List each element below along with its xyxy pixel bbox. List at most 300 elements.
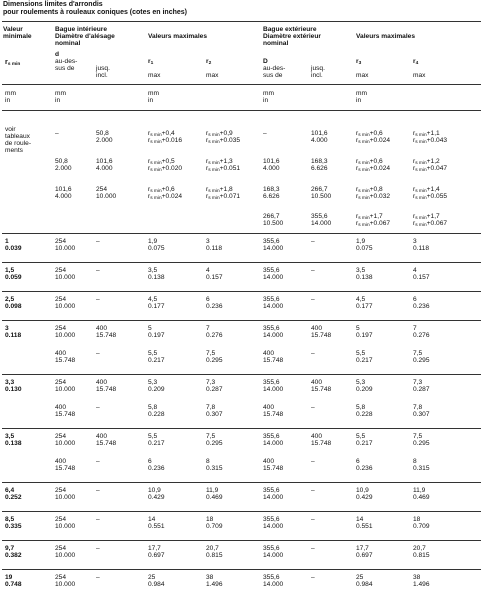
special-cell-d_to-in: 10.000 xyxy=(96,193,117,201)
cell-r2: 7,3 xyxy=(206,379,216,386)
cell-d_from: 254 xyxy=(55,325,67,332)
symbol-r1: $r_1$ xyxy=(148,58,154,66)
cell-D_to: – xyxy=(311,238,315,245)
cell-r4-in: 0.315 xyxy=(413,465,430,473)
rsmin-mm: 6,4 xyxy=(5,487,15,494)
group-rule xyxy=(2,511,481,512)
cell-r3-in: 0.075 xyxy=(356,245,373,253)
cell-r2-in: 1.496 xyxy=(206,581,223,589)
cell-r3: 4,5 xyxy=(356,296,366,303)
cell-D_to-in: 15.748 xyxy=(311,440,332,448)
cell-r4: 18 xyxy=(413,516,421,523)
special-cell-D_to-in: 10.500 xyxy=(311,193,332,201)
cell-r2-in: 0.295 xyxy=(206,357,223,365)
group-rule xyxy=(2,262,481,263)
cell-d_to: – xyxy=(96,350,100,357)
cell-r2-in: 0.287 xyxy=(206,386,223,394)
special-cell-d_to: 254 xyxy=(96,186,108,193)
special-cell-D_to: 355,6 xyxy=(311,213,328,220)
cell-r3-in: 0.197 xyxy=(356,332,373,340)
special-cell-d_from: 101,6 xyxy=(55,186,72,193)
cell-r1: 6 xyxy=(148,458,152,465)
special-formula-r4-mm: $r_{s min}+1,7$ xyxy=(413,213,440,221)
special-formula-r1-mm: $r_{s min}+0,6$ xyxy=(148,186,175,194)
cell-d_from-in: 15.748 xyxy=(55,357,76,365)
cell-r2: 8 xyxy=(206,458,210,465)
cell-d_from: 254 xyxy=(55,296,67,303)
label-max-r2: max xyxy=(206,72,219,79)
special-formula-r4-in: $r_{s min}+0.043$ xyxy=(413,137,448,146)
label-au-dessus-2: au-des- xyxy=(263,65,286,72)
special-formula-r2-in: $r_{s min}+0.071$ xyxy=(206,193,241,202)
cell-r3-in: 0.429 xyxy=(356,494,373,502)
rsmin-mm: 2,5 xyxy=(5,296,15,303)
cell-r2: 6 xyxy=(206,296,210,303)
cell-r4-in: 0.307 xyxy=(413,411,430,419)
special-formula-r4-mm: $r_{s min}+1,1$ xyxy=(413,130,440,138)
special-formula-r4-mm: $r_{s min}+1,4$ xyxy=(413,186,440,194)
label-max-r4: max xyxy=(413,72,426,79)
cell-r1-in: 0.138 xyxy=(148,274,165,282)
cell-D_from-in: 14.000 xyxy=(263,581,284,589)
cell-d_from: 400 xyxy=(55,350,67,357)
special-cell-d_from-in: 4.000 xyxy=(55,193,72,201)
special-cell-D_from-in: 6.626 xyxy=(263,193,280,201)
special-cell-d_to-in: 2.000 xyxy=(96,137,113,145)
cell-d_to: – xyxy=(96,238,100,245)
special-cell-d_from-in: 2.000 xyxy=(55,165,72,173)
special-formula-r2-mm: $r_{s min}+1,8$ xyxy=(206,186,233,194)
cell-r4-in: 0.236 xyxy=(413,303,430,311)
cell-r2-in: 0.315 xyxy=(206,465,223,473)
voir-line-1: voir xyxy=(5,126,16,133)
label-jusq-1: jusq. xyxy=(96,65,110,72)
symbol-r4: $r_4$ xyxy=(413,58,419,66)
unit-mm: mm xyxy=(356,90,367,97)
cell-d_from: 400 xyxy=(55,458,67,465)
header-bague-exterieure: Bague extérieure xyxy=(263,26,317,33)
cell-d_to-in: 15.748 xyxy=(96,386,117,394)
cell-r3: 3,5 xyxy=(356,267,366,274)
special-cell-D_from: – xyxy=(263,130,267,137)
cell-r4: 20,7 xyxy=(413,545,426,552)
cell-r2: 11,9 xyxy=(206,487,219,494)
header-valeur: Valeur xyxy=(3,26,23,33)
cell-r3-in: 0.138 xyxy=(356,274,373,282)
cell-r3: 5,5 xyxy=(356,433,366,440)
special-formula-r2-mm: $r_{s min}+1,3$ xyxy=(206,158,233,166)
special-cell-d_to: 101,6 xyxy=(96,158,113,165)
cell-r2-in: 0.307 xyxy=(206,411,223,419)
cell-d_from-in: 10.000 xyxy=(55,523,76,531)
label-au-dessus-1: au-des- xyxy=(55,58,78,65)
group-rule xyxy=(2,320,481,321)
cell-d_from-in: 10.000 xyxy=(55,581,76,589)
cell-r2-in: 0.157 xyxy=(206,274,223,282)
cell-D_to: 400 xyxy=(311,379,323,386)
cell-d_to: – xyxy=(96,404,100,411)
special-formula-r3-in: $r_{s min}+0.067$ xyxy=(356,220,391,229)
rsmin-in: 0.138 xyxy=(5,440,22,448)
cell-r2-in: 0.469 xyxy=(206,494,223,502)
cell-d_to-in: 15.748 xyxy=(96,440,117,448)
rsmin-in: 0.252 xyxy=(5,494,22,502)
cell-r2: 3 xyxy=(206,238,210,245)
cell-D_to-in: 15.748 xyxy=(311,332,332,340)
rsmin-in: 0.039 xyxy=(5,245,22,253)
cell-r1: 14 xyxy=(148,516,156,523)
cell-r2-in: 0.815 xyxy=(206,552,223,560)
unit-in: in xyxy=(148,97,154,104)
cell-D_to: – xyxy=(311,574,315,581)
cell-D_to: – xyxy=(311,267,315,274)
voir-line-2: tableaux xyxy=(5,133,30,140)
rsmin-mm: 8,5 xyxy=(5,516,15,523)
cell-D_from-in: 14.000 xyxy=(263,332,284,340)
cell-D_from-in: 15.748 xyxy=(263,465,284,473)
unit-mm: mm xyxy=(148,90,159,97)
cell-d_from: 254 xyxy=(55,267,67,274)
special-cell-D_to: 266,7 xyxy=(311,186,328,193)
special-formula-r3-mm: $r_{s min}+0,6$ xyxy=(356,130,383,138)
special-formula-r2-mm: $r_{s min}+0,9$ xyxy=(206,130,233,138)
cell-r1-in: 0.075 xyxy=(148,245,165,253)
cell-r3-in: 0.228 xyxy=(356,411,373,419)
group-rule xyxy=(2,540,481,541)
cell-r2: 20,7 xyxy=(206,545,219,552)
unit-mm: mm xyxy=(263,90,274,97)
cell-D_to: – xyxy=(311,296,315,303)
cell-D_to: – xyxy=(311,487,315,494)
special-formula-r3-in: $r_{s min}+0.032$ xyxy=(356,193,391,202)
table-top-rule xyxy=(2,21,481,22)
header-minimale: minimale xyxy=(3,33,32,40)
rsmin-in: 0.748 xyxy=(5,581,22,589)
group-rule xyxy=(2,428,481,429)
special-cell-D_to-in: 4.000 xyxy=(311,137,328,145)
cell-d_from: 254 xyxy=(55,238,67,245)
rsmin-mm: 3,3 xyxy=(5,379,15,386)
cell-D_from: 400 xyxy=(263,404,275,411)
cell-d_from-in: 10.000 xyxy=(55,303,76,311)
cell-r3-in: 0.217 xyxy=(356,357,373,365)
cell-r2: 38 xyxy=(206,574,214,581)
cell-r3-in: 0.697 xyxy=(356,552,373,560)
cell-D_to: – xyxy=(311,350,315,357)
cell-r3: 17,7 xyxy=(356,545,369,552)
cell-d_from-in: 10.000 xyxy=(55,494,76,502)
cell-r4-in: 0.295 xyxy=(413,357,430,365)
header-valeurs-maximales-2: Valeurs maximales xyxy=(356,33,416,40)
special-cell-D_from: 101,6 xyxy=(263,158,280,165)
special-formula-r3-mm: $r_{s min}+1,7$ xyxy=(356,213,383,221)
cell-r4-in: 1.496 xyxy=(413,581,430,589)
special-cell-D_from: 266,7 xyxy=(263,213,280,220)
special-formula-r3-in: $r_{s min}+0.024$ xyxy=(356,137,391,146)
unit-in: in xyxy=(5,97,11,104)
cell-r3-in: 0.551 xyxy=(356,523,373,531)
cell-r3: 5,8 xyxy=(356,404,366,411)
cell-D_to: – xyxy=(311,545,315,552)
cell-r3: 25 xyxy=(356,574,364,581)
special-cell-D_to-in: 14.000 xyxy=(311,220,332,228)
cell-d_to: 400 xyxy=(96,379,108,386)
cell-D_to: 400 xyxy=(311,433,323,440)
cell-r1: 5,3 xyxy=(148,379,158,386)
cell-d_to: 400 xyxy=(96,325,108,332)
cell-r2: 7 xyxy=(206,325,210,332)
cell-r1-in: 0.429 xyxy=(148,494,165,502)
special-formula-r1-mm: $r_{s min}+0,5$ xyxy=(148,158,175,166)
cell-r1: 10,9 xyxy=(148,487,161,494)
cell-r1: 5,8 xyxy=(148,404,158,411)
title-line-1: Dimensions limites d'arrondis xyxy=(3,1,103,8)
cell-r1: 5,5 xyxy=(148,350,158,357)
cell-d_to: – xyxy=(96,487,100,494)
voir-line-3: de roule- xyxy=(5,140,32,147)
cell-r4: 7 xyxy=(413,325,417,332)
cell-r3: 10,9 xyxy=(356,487,369,494)
symbol-d: d xyxy=(55,51,60,58)
cell-D_from: 355,6 xyxy=(263,433,280,440)
cell-d_from-in: 15.748 xyxy=(55,411,76,419)
special-formula-r1-in: $r_{s min}+0.020$ xyxy=(148,165,183,174)
cell-r1: 3,5 xyxy=(148,267,158,274)
label-incl-1: incl. xyxy=(96,72,108,79)
cell-d_from: 254 xyxy=(55,574,67,581)
rsmin-mm: 1 xyxy=(5,238,9,245)
cell-r4-in: 0.709 xyxy=(413,523,430,531)
cell-r2-in: 0.709 xyxy=(206,523,223,531)
special-cell-D_to: 168,3 xyxy=(311,158,328,165)
special-formula-r2-in: $r_{s min}+0.035$ xyxy=(206,137,241,146)
cell-r4-in: 0.469 xyxy=(413,494,430,502)
rsmin-in: 0.098 xyxy=(5,303,22,311)
cell-r2-in: 0.118 xyxy=(206,245,223,253)
header-rule-1 xyxy=(2,84,481,85)
cell-D_from: 355,6 xyxy=(263,379,280,386)
cell-d_to: – xyxy=(96,574,100,581)
special-cell-D_from-in: 4.000 xyxy=(263,165,280,173)
cell-D_from: 400 xyxy=(263,350,275,357)
cell-r2-in: 0.276 xyxy=(206,332,223,340)
cell-d_from-in: 10.000 xyxy=(55,440,76,448)
header-nominal-2: nominal xyxy=(263,40,289,47)
rsmin-in: 0.335 xyxy=(5,523,22,531)
cell-r1-in: 0.217 xyxy=(148,440,165,448)
cell-r4: 6 xyxy=(413,296,417,303)
group-rule xyxy=(2,291,481,292)
cell-D_from-in: 14.000 xyxy=(263,386,284,394)
cell-D_from-in: 14.000 xyxy=(263,274,284,282)
cell-D_from-in: 14.000 xyxy=(263,552,284,560)
group-rule xyxy=(2,374,481,375)
cell-d_from-in: 10.000 xyxy=(55,245,76,253)
header-diametre-exterieur: Diamètre extérieur xyxy=(263,33,321,40)
cell-d_from: 400 xyxy=(55,404,67,411)
cell-r4: 7,5 xyxy=(413,350,423,357)
cell-d_to-in: 15.748 xyxy=(96,332,117,340)
cell-r1: 5 xyxy=(148,325,152,332)
cell-r4: 7,8 xyxy=(413,404,423,411)
unit-mm: mm xyxy=(55,90,66,97)
cell-r1-in: 0.984 xyxy=(148,581,165,589)
rsmin-mm: 1,5 xyxy=(5,267,15,274)
cell-r4-in: 0.287 xyxy=(413,386,430,394)
cell-d_to: – xyxy=(96,516,100,523)
cell-D_from-in: 14.000 xyxy=(263,523,284,531)
cell-D_from: 355,6 xyxy=(263,516,280,523)
special-formula-r3-in: $r_{s min}+0.024$ xyxy=(356,165,391,174)
cell-d_from: 254 xyxy=(55,379,67,386)
header-nominal-1: nominal xyxy=(55,40,81,47)
special-cell-d_to: 50,8 xyxy=(96,130,109,137)
cell-r4: 7,3 xyxy=(413,379,423,386)
cell-r4: 3 xyxy=(413,238,417,245)
group-rule xyxy=(2,482,481,483)
special-formula-r3-mm: $r_{s min}+0,6$ xyxy=(356,158,383,166)
special-cell-D_from: 168,3 xyxy=(263,186,280,193)
cell-r4-in: 0.276 xyxy=(413,332,430,340)
cell-r1-in: 0.217 xyxy=(148,357,165,365)
rsmin-in: 0.382 xyxy=(5,552,22,560)
cell-r1: 5,5 xyxy=(148,433,158,440)
special-cell-d_from: – xyxy=(55,130,59,137)
cell-r4-in: 0.295 xyxy=(413,440,430,448)
special-cell-d_from: 50,8 xyxy=(55,158,68,165)
label-jusq-2: jusq. xyxy=(311,65,325,72)
cell-r1: 1,9 xyxy=(148,238,158,245)
cell-r4: 38 xyxy=(413,574,421,581)
cell-r2: 7,5 xyxy=(206,350,216,357)
cell-D_from: 355,6 xyxy=(263,574,280,581)
cell-r2: 4 xyxy=(206,267,210,274)
cell-r1-in: 0.197 xyxy=(148,332,165,340)
rsmin-in: 0.130 xyxy=(5,386,22,394)
cell-r1: 4,5 xyxy=(148,296,158,303)
header-valeurs-maximales-1: Valeurs maximales xyxy=(148,33,208,40)
cell-r1-in: 0.228 xyxy=(148,411,165,419)
header-bague-interieure: Bague intérieure xyxy=(55,26,108,33)
cell-D_from: 355,6 xyxy=(263,267,280,274)
cell-D_to-in: 15.748 xyxy=(311,386,332,394)
header-rule-2 xyxy=(2,110,481,111)
cell-D_from: 355,6 xyxy=(263,296,280,303)
cell-r2-in: 0.295 xyxy=(206,440,223,448)
cell-r4-in: 0.118 xyxy=(413,245,430,253)
cell-D_to: – xyxy=(311,516,315,523)
cell-r1-in: 0.697 xyxy=(148,552,165,560)
header-diametre-alesage: Diamètre d'alésage xyxy=(55,33,115,40)
cell-d_to: – xyxy=(96,267,100,274)
special-formula-r3-mm: $r_{s min}+0,8$ xyxy=(356,186,383,194)
special-formula-r4-in: $r_{s min}+0.067$ xyxy=(413,220,448,229)
cell-D_from: 355,6 xyxy=(263,238,280,245)
symbol-r3: $r_3$ xyxy=(356,58,362,66)
symbol-D: D xyxy=(263,58,268,65)
cell-d_from-in: 10.000 xyxy=(55,386,76,394)
unit-in: in xyxy=(55,97,61,104)
cell-r3-in: 0.209 xyxy=(356,386,373,394)
label-max-r3: max xyxy=(356,72,369,79)
cell-d_from-in: 10.000 xyxy=(55,552,76,560)
symbol-r2: $r_2$ xyxy=(206,58,212,66)
cell-d_from-in: 15.748 xyxy=(55,465,76,473)
rsmin-mm: 3 xyxy=(5,325,9,332)
cell-D_from: 355,6 xyxy=(263,545,280,552)
cell-D_from: 355,6 xyxy=(263,325,280,332)
cell-D_from-in: 15.748 xyxy=(263,411,284,419)
cell-D_from-in: 14.000 xyxy=(263,494,284,502)
cell-r4: 8 xyxy=(413,458,417,465)
cell-r3-in: 0.217 xyxy=(356,440,373,448)
unit-in: in xyxy=(263,97,269,104)
symbol-rsmin: $r_{s min}$ xyxy=(5,57,21,67)
cell-r1-in: 0.209 xyxy=(148,386,165,394)
cell-r2: 18 xyxy=(206,516,214,523)
rsmin-in: 0.118 xyxy=(5,332,22,340)
cell-r1: 17,7 xyxy=(148,545,161,552)
cell-d_from: 254 xyxy=(55,545,67,552)
cell-d_to: 400 xyxy=(96,433,108,440)
rsmin-in: 0.059 xyxy=(5,274,22,282)
special-formula-r1-in: $r_{s min}+0.016$ xyxy=(148,137,183,146)
rsmin-mm: 19 xyxy=(5,574,13,581)
cell-r2: 7,5 xyxy=(206,433,216,440)
special-cell-D_to: 101,6 xyxy=(311,130,328,137)
cell-d_from-in: 10.000 xyxy=(55,332,76,340)
unit-mm: mm xyxy=(5,90,16,97)
special-formula-r1-mm: $r_{s min}+0,4$ xyxy=(148,130,175,138)
cell-d_from: 254 xyxy=(55,487,67,494)
cell-r3: 5,3 xyxy=(356,379,366,386)
rsmin-mm: 9,7 xyxy=(5,545,15,552)
cell-d_to: – xyxy=(96,296,100,303)
special-formula-r4-in: $r_{s min}+0.055$ xyxy=(413,193,448,202)
special-cell-D_to-in: 6.626 xyxy=(311,165,328,173)
cell-r1: 25 xyxy=(148,574,156,581)
cell-d_to: – xyxy=(96,458,100,465)
cell-r3: 1,9 xyxy=(356,238,366,245)
cell-r3-in: 0.177 xyxy=(356,303,373,311)
cell-r3: 5,5 xyxy=(356,350,366,357)
cell-D_to: 400 xyxy=(311,325,323,332)
cell-r4: 7,5 xyxy=(413,433,423,440)
title-line-2: pour roulements à rouleaux coniques (cotes en inches) xyxy=(3,9,187,16)
cell-r1-in: 0.551 xyxy=(148,523,165,531)
special-formula-r4-mm: $r_{s min}+1,2$ xyxy=(413,158,440,166)
cell-r2: 7,8 xyxy=(206,404,216,411)
cell-D_to: – xyxy=(311,458,315,465)
cell-d_from: 254 xyxy=(55,433,67,440)
special-cell-D_from-in: 10.500 xyxy=(263,220,284,228)
cell-r3: 5 xyxy=(356,325,360,332)
label-incl-2: incl. xyxy=(311,72,323,79)
label-sus-de-2: sus de xyxy=(263,72,283,79)
cell-D_from-in: 15.748 xyxy=(263,357,284,365)
special-formula-r1-in: $r_{s min}+0.024$ xyxy=(148,193,183,202)
cell-d_from-in: 10.000 xyxy=(55,274,76,282)
cell-d_from: 254 xyxy=(55,516,67,523)
voir-line-4: ments xyxy=(5,147,23,154)
cell-D_from: 400 xyxy=(263,458,275,465)
label-sus-de-1: sus de xyxy=(55,65,75,72)
cell-D_to: – xyxy=(311,404,315,411)
cell-D_from-in: 14.000 xyxy=(263,440,284,448)
cell-r1-in: 0.177 xyxy=(148,303,165,311)
cell-D_from-in: 14.000 xyxy=(263,303,284,311)
special-formula-r4-in: $r_{s min}+0.047$ xyxy=(413,165,448,174)
